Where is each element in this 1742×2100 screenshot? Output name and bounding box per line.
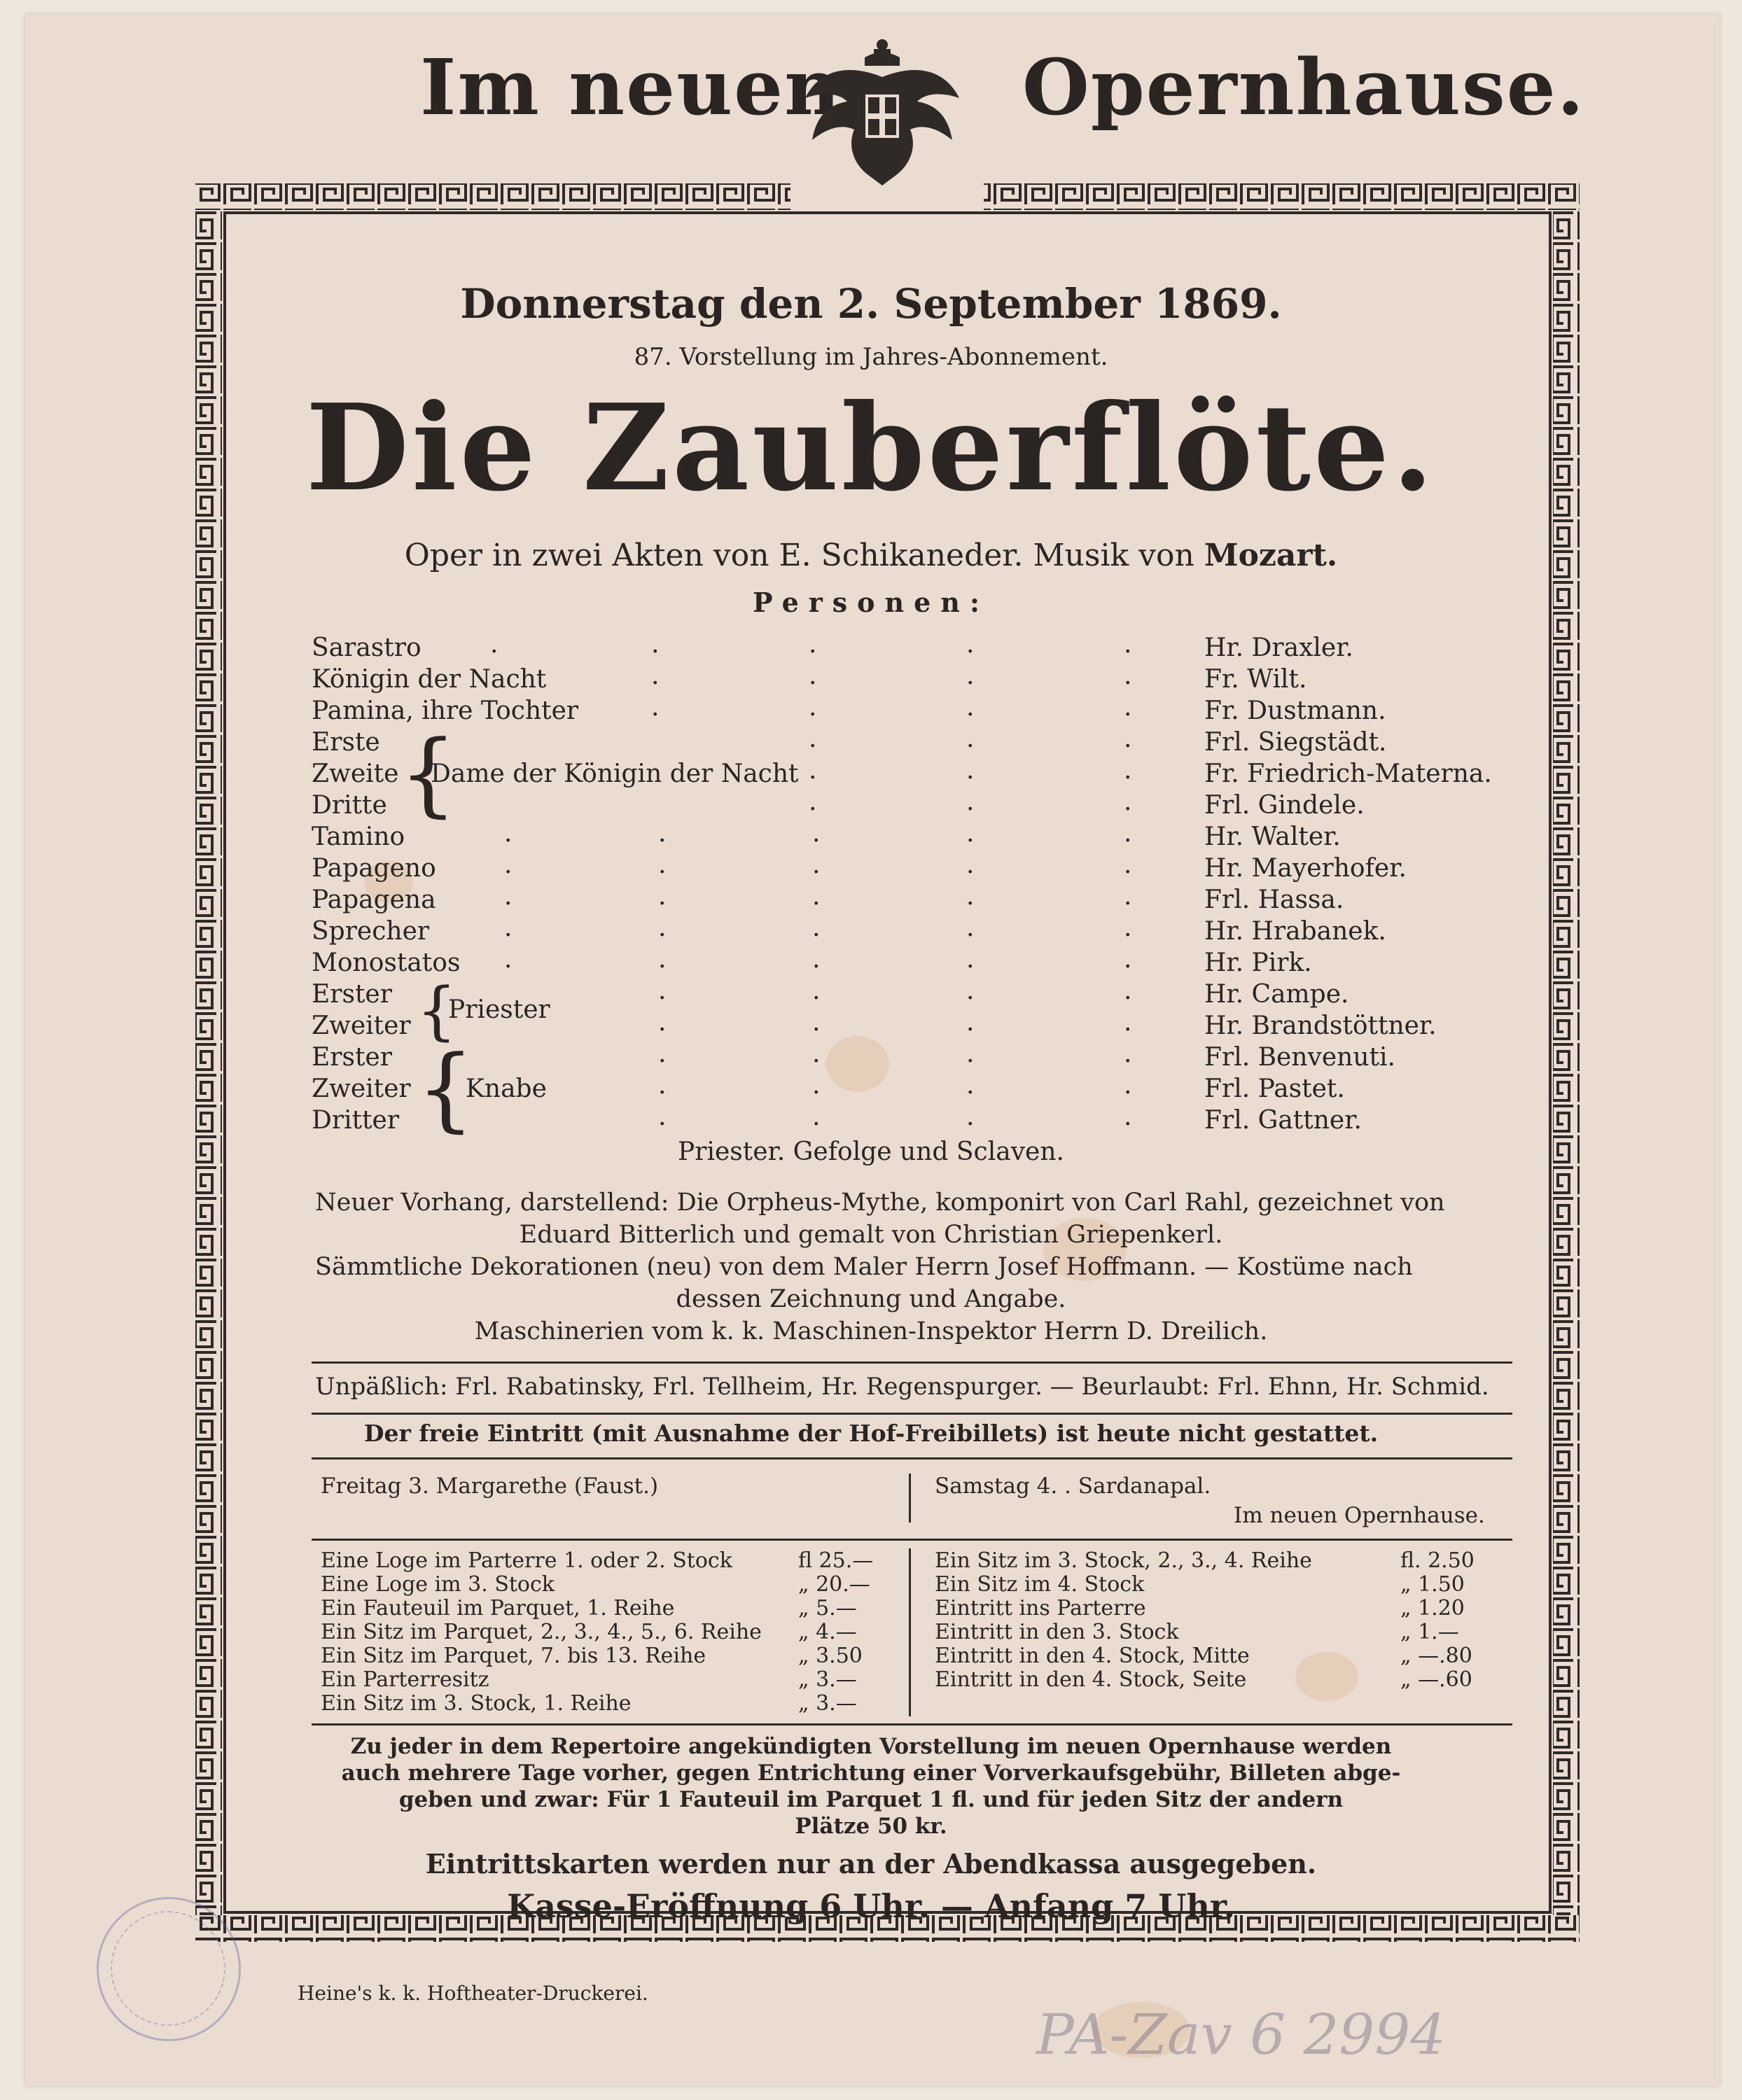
cast-role: Sarastro [312, 634, 421, 662]
indisposed-line: Unpäßlich: Frl. Rabatinsky, Frl. Tellheim, Hr. Regenspurger. — Beurlaubt: Frl. Ehnn, Hr. Schmid. [315, 1373, 1489, 1401]
leader-dots: . [658, 945, 667, 974]
note-line: dessen Zeichnung und Angabe. [676, 1285, 1066, 1313]
personen-heading: Personen: [753, 587, 989, 618]
leader-dots: . [658, 850, 667, 879]
leader-dots: . [658, 976, 667, 1005]
leader-dots: . [658, 1008, 667, 1037]
price-item: Ein Sitz im Parquet, 7. bis 13. Reihe [321, 1644, 706, 1668]
cast-actor: Frl. Gattner. [1204, 1106, 1362, 1135]
leader-dots: . [812, 913, 821, 942]
upcoming-right: Samstag 4. . Sardanapal. [935, 1474, 1211, 1499]
leader-dots: . [504, 850, 513, 879]
leader-dots: . [812, 850, 821, 879]
price-value: „ 3.50 [798, 1644, 863, 1668]
price-item: Ein Sitz im 3. Stock, 2., 3., 4. Reihe [935, 1548, 1312, 1573]
composer-name: Mozart. [1204, 538, 1338, 573]
leader-dots: . [966, 850, 975, 879]
leader-dots: . [809, 662, 817, 690]
cast-actor: Hr. Pirk. [1204, 948, 1312, 977]
price-item: Eintritt ins Parterre [935, 1596, 1146, 1620]
leader-dots: . [1124, 976, 1132, 1005]
leader-dots: . [966, 630, 975, 659]
header-left: Im neuen [420, 42, 842, 132]
cast-actor: Hr. Campe. [1204, 980, 1349, 1009]
price-value: „ 1.20 [1400, 1596, 1465, 1620]
advance-line: auch mehrere Tage vorher, gegen Entrichtung einer Vorverkaufsgebühr, Billeten abge- [341, 1760, 1401, 1786]
divider [312, 1539, 1512, 1541]
leader-dots: . [651, 693, 660, 722]
leader-dots: . [658, 1071, 667, 1100]
price-item: Ein Parterresitz [321, 1667, 489, 1692]
leader-dots: . [966, 724, 975, 753]
brace: { [417, 1035, 475, 1142]
cast-role: Papageno [312, 854, 436, 883]
brace: { [417, 974, 457, 1048]
cast-role: Erster [312, 980, 392, 1009]
upcoming-venue: Im neuen Opernhause. [1234, 1503, 1485, 1528]
price-value: fl. 2.50 [1400, 1548, 1475, 1573]
leader-dots: . [812, 819, 821, 848]
leader-dots: . [1124, 913, 1132, 942]
cast-actor: Hr. Mayerhofer. [1204, 854, 1407, 883]
advance-line: Zu jeder in dem Repertoire angekündigten Vorstellung im neuen Opernhause werden [350, 1734, 1392, 1759]
price-value: „ 4.— [798, 1620, 857, 1644]
leader-dots: . [1124, 850, 1132, 879]
brace: { [399, 720, 457, 827]
note-line: Maschinerien vom k. k. Maschinen-Inspektor Herrn D. Dreilich. [474, 1317, 1268, 1345]
leader-dots: . [966, 976, 975, 1005]
leader-dots: . [658, 1102, 667, 1131]
subtitle-text: Oper in zwei Akten von E. Schikaneder. Musik von [404, 538, 1194, 573]
note-line: Eduard Bitterlich und gemalt von Christian Griepenkerl. [519, 1221, 1223, 1249]
cast-role: Sprecher [312, 917, 430, 946]
chorus-line: Priester. Gefolge und Sclaven. [678, 1138, 1064, 1166]
performance-date: Donnerstag den 2. September 1869. [460, 280, 1282, 328]
leader-dots: . [966, 913, 975, 942]
leader-dots: . [1124, 662, 1132, 690]
cast-role: Dritte [312, 791, 387, 820]
note-line: Sämmtliche Dekorationen (neu) von dem Maler Herrn Josef Hoffmann. — Kostüme nach [315, 1253, 1413, 1281]
leader-dots: . [809, 693, 817, 722]
header-right: Opernhause. [1022, 42, 1586, 132]
leader-dots: . [1124, 882, 1132, 911]
leader-dots: . [809, 756, 817, 785]
price-value: „ 20.— [798, 1572, 870, 1597]
divider-vertical [909, 1474, 911, 1522]
leader-dots: . [1124, 788, 1132, 816]
leader-dots: . [1124, 630, 1132, 659]
price-item: Eintritt in den 3. Stock [935, 1620, 1179, 1644]
cast-actor: Hr. Hrabanek. [1204, 917, 1386, 946]
leader-dots: . [966, 788, 975, 816]
leader-dots: . [658, 882, 667, 911]
printer-credit: Heine's k. k. Hoftheater-Druckerei. [298, 1982, 648, 2005]
cast-actor: Frl. Benvenuti. [1204, 1043, 1395, 1072]
leader-dots: . [504, 882, 513, 911]
leader-dots: . [966, 1071, 975, 1100]
leader-dots: . [966, 1008, 975, 1037]
leader-dots: . [966, 819, 975, 848]
leader-dots: . [812, 945, 821, 974]
library-stamp-inner [111, 1911, 225, 2026]
box-office-line: Eintrittskarten werden nur an der Abendkassa ausgegeben. [425, 1848, 1317, 1879]
advance-line: geben und zwar: Für 1 Fauteuil im Parquet 1 fl. und für jeden Sitz der andern [398, 1787, 1344, 1812]
cast-role: Erster [312, 1043, 392, 1072]
divider [312, 1457, 1512, 1460]
leader-dots: . [1124, 693, 1132, 722]
cast-role: Zweiter [312, 1011, 411, 1040]
price-value: „ 3.— [798, 1691, 857, 1716]
divider-vertical [909, 1548, 911, 1716]
leader-dots: . [1124, 1102, 1132, 1131]
leader-dots: . [812, 1102, 821, 1131]
price-item: Ein Sitz im 3. Stock, 1. Reihe [321, 1691, 632, 1716]
price-value: „ —.60 [1400, 1667, 1472, 1692]
leader-dots: . [812, 882, 821, 911]
leader-dots: . [809, 724, 817, 753]
price-value: fl 25.— [798, 1548, 874, 1573]
cast-actor: Frl. Pastet. [1204, 1074, 1345, 1103]
leader-dots: . [966, 1040, 975, 1068]
free-entry-notice: Der freie Eintritt (mit Ausnahme der Hof-Freibillets) ist heute nicht gestattet. [363, 1420, 1379, 1447]
cast-actor: Frl. Gindele. [1204, 791, 1365, 820]
cast-actor: Hr. Walter. [1204, 822, 1341, 851]
price-item: Ein Fauteuil im Parquet, 1. Reihe [321, 1596, 675, 1620]
imperial-eagle-icon [798, 35, 966, 189]
leader-dots: . [490, 630, 499, 659]
group-label-damen: Dame der Königin der Nacht [431, 760, 799, 788]
cast-role: Dritter [312, 1106, 400, 1135]
leader-dots: . [658, 1040, 667, 1068]
price-item: Eine Loge im Parterre 1. oder 2. Stock [321, 1548, 732, 1573]
leader-dots: . [1124, 945, 1132, 974]
leader-dots: . [1124, 1008, 1132, 1037]
advance-line: Plätze 50 kr. [795, 1814, 947, 1839]
leader-dots: . [966, 693, 975, 722]
cast-role: Pamina, ihre Tochter [312, 696, 579, 725]
leader-dots: . [966, 662, 975, 690]
cast-actor: Frl. Siegstädt. [1204, 728, 1387, 757]
price-item: Ein Sitz im Parquet, 2., 3., 4., 5., 6. Reihe [321, 1620, 762, 1644]
leader-dots: . [812, 1071, 821, 1100]
divider [312, 1723, 1512, 1726]
leader-dots: . [1124, 1071, 1132, 1100]
price-item: Eintritt in den 4. Stock, Mitte [935, 1644, 1250, 1668]
cast-actor: Fr. Friedrich-Materna. [1204, 760, 1492, 788]
leader-dots: . [966, 945, 975, 974]
leader-dots: . [504, 819, 513, 848]
cast-role: Monostatos [312, 948, 461, 977]
leader-dots: . [812, 976, 821, 1005]
cast-role: Zweite [312, 760, 399, 788]
cast-actor: Fr. Dustmann. [1204, 696, 1386, 725]
leader-dots: . [966, 882, 975, 911]
leader-dots: . [504, 945, 513, 974]
price-item: Ein Sitz im 4. Stock [935, 1572, 1145, 1597]
cast-role: Königin der Nacht [312, 665, 547, 694]
divider [312, 1362, 1512, 1364]
leader-dots: . [651, 662, 660, 690]
archive-mark: PA-Zav 6 2994 [1036, 2002, 1447, 2067]
cast-role: Papagena [312, 886, 436, 914]
upcoming-left: Freitag 3. Margarethe (Faust.) [321, 1474, 659, 1499]
group-label-priester: Priester [448, 995, 550, 1024]
leader-dots: . [1124, 724, 1132, 753]
price-value: „ 1.— [1400, 1620, 1459, 1644]
leader-dots: . [658, 913, 667, 942]
divider [312, 1413, 1512, 1415]
leader-dots: . [658, 819, 667, 848]
leader-dots: . [812, 1008, 821, 1037]
opera-subtitle [0, 538, 1742, 573]
price-item: Eine Loge im 3. Stock [321, 1572, 555, 1597]
cast-actor: Hr. Brandstöttner. [1204, 1011, 1437, 1040]
leader-dots: . [651, 630, 660, 659]
times-line: Kasse-Eröffnung 6 Uhr. — Anfang 7 Uhr. [507, 1887, 1235, 1925]
price-item: Eintritt in den 4. Stock, Seite [935, 1667, 1247, 1692]
price-value: „ —.80 [1400, 1644, 1472, 1668]
leader-dots: . [504, 913, 513, 942]
price-value: „ 5.— [798, 1596, 857, 1620]
cast-actor: Frl. Hassa. [1204, 886, 1344, 914]
leader-dots: . [1124, 756, 1132, 785]
cast-actor: Fr. Wilt. [1204, 665, 1307, 694]
cast-role: Zweiter [312, 1074, 411, 1103]
cast-actor: Hr. Draxler. [1204, 634, 1353, 662]
leader-dots: . [966, 1102, 975, 1131]
cast-role: Erste [312, 728, 380, 757]
leader-dots: . [1124, 819, 1132, 848]
leader-dots: . [1124, 1040, 1132, 1068]
leader-dots: . [812, 1040, 821, 1068]
note-line: Neuer Vorhang, darstellend: Die Orpheus-Mythe, komponirt von Carl Rahl, gezeichnet von [315, 1189, 1445, 1217]
cast-role: Tamino [312, 822, 405, 851]
leader-dots: . [809, 630, 817, 659]
leader-dots: . [966, 756, 975, 785]
price-value: „ 1.50 [1400, 1572, 1465, 1597]
leader-dots: . [809, 788, 817, 816]
opera-title: Die Zauberflöte. [305, 378, 1437, 518]
group-label-knabe: Knabe [466, 1074, 547, 1103]
price-value: „ 3.— [798, 1667, 857, 1692]
performance-number: 87. Vorstellung im Jahres-Abonnement. [634, 343, 1108, 371]
